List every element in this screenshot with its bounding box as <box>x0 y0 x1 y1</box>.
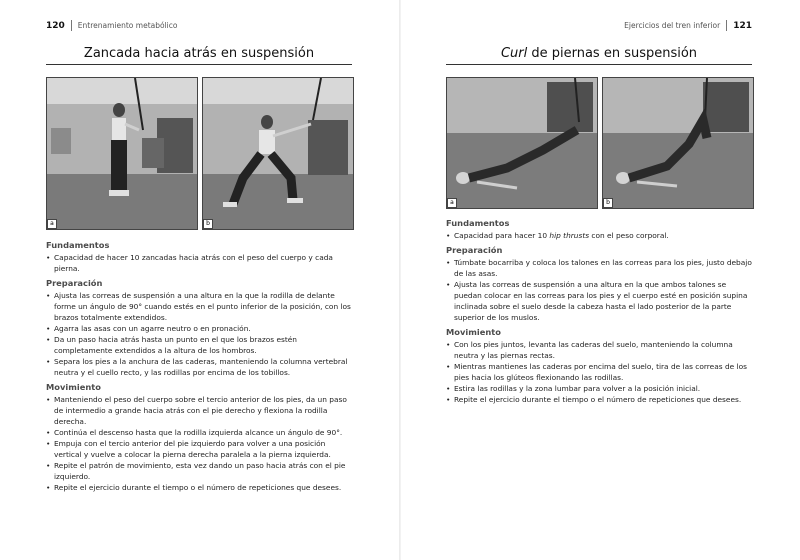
list-item: • Empuja con el tercio anterior del pie izquierdo para volver a una posición vertical y vuelve a colocar la pierna derecha paralela a la pierna izquierda. <box>46 438 354 460</box>
curl-photo-a <box>446 77 598 209</box>
list-item: • Repite el ejercicio durante el tiempo o el número de repeticiones que desees. <box>446 394 756 405</box>
list-item: • Da un paso hacia atrás hasta un punto en el que los brazos estén completamente extendidos a la altura de los hombros. <box>46 334 354 356</box>
list-item: • Capacidad para hacer 10 hip thrusts con el peso corporal. <box>446 230 756 241</box>
right-running-header <box>624 20 752 31</box>
list-item: • Repite el ejercicio durante el tiempo o el número de repeticiones que desees. <box>46 482 354 493</box>
list-item: • Ajusta las correas de suspensión a una altura en la que la rodilla de delante forme un ángulo de 90° cuando estés en el punto inferior de la posición, con los brazos totalmente extendidos. <box>46 290 354 323</box>
section-heading: Preparación <box>46 278 103 288</box>
list-item: • Separa los pies a la anchura de las caderas, manteniendo la columna vertebral neutra y el cuello recto, y las rodillas por encima de los tobillos. <box>46 356 354 378</box>
left-running-head: Entrenamiento metabólico <box>77 21 178 30</box>
title-italic-part: Curl <box>500 46 528 61</box>
section-heading: Fundamentos <box>46 240 110 250</box>
photo-label-b: b <box>603 198 613 208</box>
header-divider <box>726 20 727 31</box>
right-page <box>400 0 800 560</box>
lunge-photo-b <box>202 77 354 230</box>
photo-label-a: a <box>47 219 57 229</box>
left-page-number: 120 <box>46 20 65 31</box>
left-running-header <box>46 20 177 31</box>
list-item: • Estira las rodillas y la zona lumbar para volver a la posición inicial. <box>446 383 756 394</box>
list-item: • Túmbate bocarriba y coloca los talones en las correas para los pies, justo debajo de las asas. <box>446 257 756 279</box>
section-heading: Movimiento <box>46 382 101 392</box>
list-item: • Manteniendo el peso del cuerpo sobre el tercio anterior de los pies, da un paso de intermedio a grande hacia atrás con el pie derecho y flexiona la rodilla derecha. <box>46 394 354 427</box>
left-exercise-title: Zancada hacia atrás en suspensión <box>83 46 315 61</box>
list-item: • Mientras mantienes las caderas por encima del suelo, tira de las correas de los pies hacia los glúteos flexionando las rodillas. <box>446 361 756 383</box>
list-item: • Con los pies juntos, levanta las caderas del suelo, manteniendo la columna neutra y las piernas rectas. <box>446 339 756 361</box>
list-item: • Capacidad de hacer 10 zancadas hacia atrás con el peso del cuerpo y cada pierna. <box>46 252 354 274</box>
right-page-number: 121 <box>733 20 752 31</box>
list-item: • Ajusta las correas de suspensión a una altura en la que ambos talones se puedan colocar en las correas para los pies y el cuerpo esté en posición supina inclinada sobre el suelo desde la cabeza hasta el lado posterior de la parte superior de los muslos. <box>446 279 756 323</box>
right-exercise-title <box>446 46 752 61</box>
left-body-text <box>46 236 354 493</box>
list-item: • Repite el patrón de movimiento, esta vez dando un paso hacia atrás con el pie izquierdo. <box>46 460 354 482</box>
right-body-text <box>446 214 756 405</box>
section-heading: Fundamentos <box>446 218 510 228</box>
header-divider <box>71 20 72 31</box>
lunge-photo-a <box>46 77 198 230</box>
curl-photo-b <box>602 77 754 209</box>
photo-label-b: b <box>203 219 213 229</box>
section-heading: Preparación <box>446 245 503 255</box>
title-rest-part: de piernas en suspensión <box>527 46 698 61</box>
left-title-rule <box>46 64 352 65</box>
photo-label-a: a <box>447 198 457 208</box>
right-title-rule <box>446 64 752 65</box>
list-item: • Continúa el descenso hasta que la rodilla izquierda alcance un ángulo de 90°. <box>46 427 354 438</box>
right-running-head: Ejercicios del tren inferior <box>624 21 721 30</box>
list-item: • Agarra las asas con un agarre neutro o en pronación. <box>46 323 354 334</box>
section-heading: Movimiento <box>446 327 501 337</box>
